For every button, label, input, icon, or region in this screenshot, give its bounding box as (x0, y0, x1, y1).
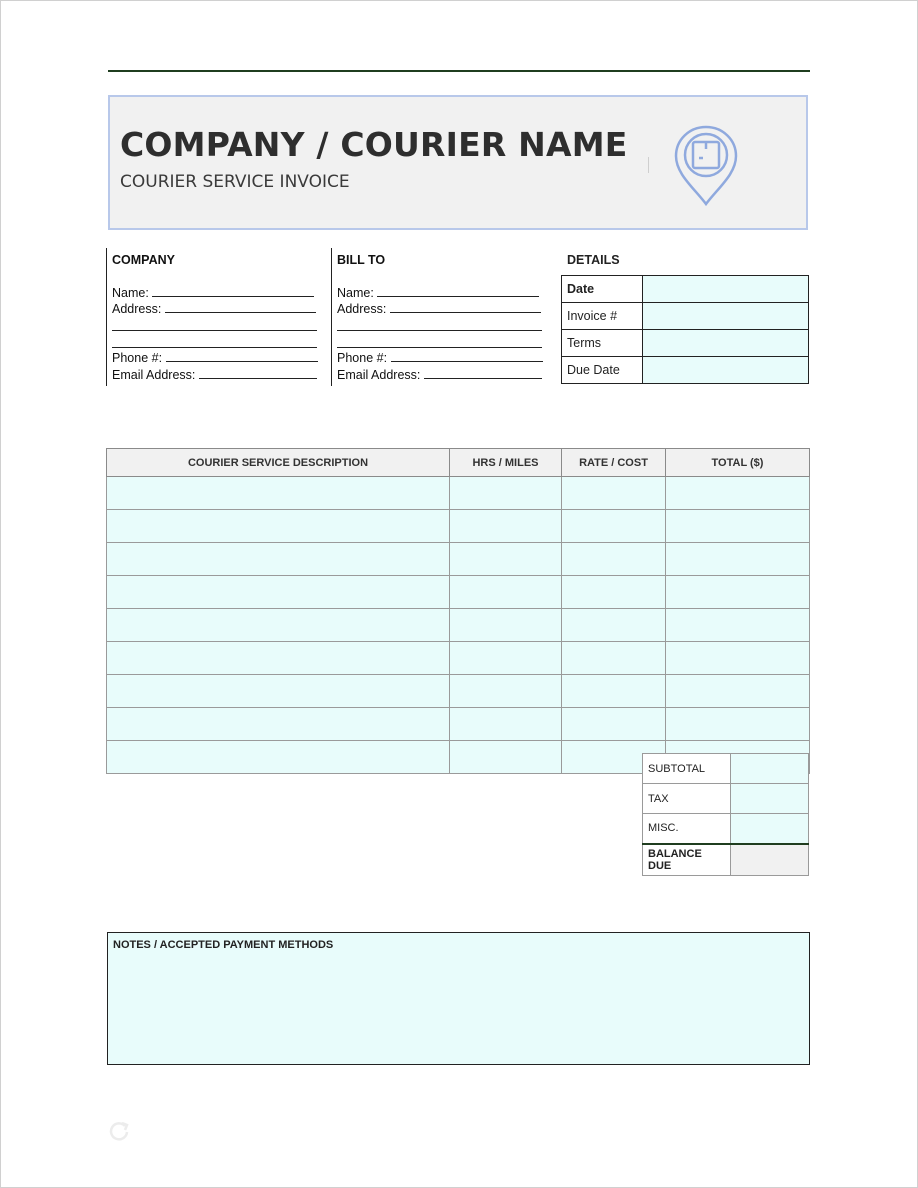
company-phone-field[interactable] (112, 349, 318, 365)
bill-to-name-field[interactable] (337, 284, 539, 300)
details-row-terms (562, 330, 809, 357)
company-address-label: Address: (112, 302, 162, 316)
invoice-number-input[interactable] (643, 303, 809, 330)
blank-line[interactable] (337, 318, 542, 331)
refresh-icon (108, 1120, 130, 1142)
bill-to-address-line-2[interactable] (337, 318, 542, 334)
blank-line[interactable] (337, 335, 542, 348)
date-label: Date (562, 276, 643, 303)
table-row (107, 510, 810, 543)
subtotal-label: SUBTOTAL (643, 754, 731, 784)
hrs-miles-cell[interactable] (450, 510, 562, 543)
rate-cost-cell[interactable] (562, 576, 666, 609)
col-hrs-miles: HRS / MILES (450, 449, 562, 477)
total-cell[interactable] (666, 510, 810, 543)
totals-table (642, 753, 809, 876)
company-address-field[interactable] (112, 300, 316, 316)
description-cell[interactable] (107, 477, 450, 510)
description-cell[interactable] (107, 576, 450, 609)
description-cell[interactable] (107, 642, 450, 675)
bill-to-email-field[interactable] (337, 366, 542, 382)
total-cell[interactable] (666, 576, 810, 609)
due-date-input[interactable] (643, 357, 809, 384)
description-cell[interactable] (107, 675, 450, 708)
hrs-miles-cell[interactable] (450, 576, 562, 609)
rate-cost-cell[interactable] (562, 510, 666, 543)
company-phone-label: Phone #: (112, 351, 163, 365)
bill-to-phone-label: Phone #: (337, 351, 388, 365)
details-row-date (562, 276, 809, 303)
details-row-due-date (562, 357, 809, 384)
company-title[interactable]: COMPANY / COURIER NAME (120, 125, 628, 164)
description-cell[interactable] (107, 708, 450, 741)
bill-to-email-label: Email Address: (337, 368, 421, 382)
table-row (107, 576, 810, 609)
bill-to-section (331, 248, 551, 386)
balance-due-row (643, 844, 809, 876)
bill-to-name-line[interactable] (377, 284, 539, 297)
tax-label: TAX (643, 784, 731, 814)
services-table (106, 448, 810, 774)
blank-line[interactable] (112, 335, 317, 348)
hrs-miles-cell[interactable] (450, 708, 562, 741)
details-heading: DETAILS (567, 253, 620, 267)
hrs-miles-cell[interactable] (450, 675, 562, 708)
bill-to-heading: BILL TO (337, 253, 386, 267)
col-description: COURIER SERVICE DESCRIPTION (107, 449, 450, 477)
notes-label: NOTES / ACCEPTED PAYMENT METHODS (113, 939, 334, 951)
notes-box[interactable] (107, 932, 810, 1065)
rate-cost-cell[interactable] (562, 708, 666, 741)
company-address-line-2[interactable] (112, 318, 317, 334)
rate-cost-cell[interactable] (562, 642, 666, 675)
tax-row (643, 784, 809, 814)
invoice-number-label: Invoice # (562, 303, 643, 330)
company-email-line[interactable] (199, 366, 317, 379)
table-row (107, 609, 810, 642)
tax-input[interactable] (731, 784, 809, 814)
location-pin-package-icon (670, 124, 742, 208)
blank-line[interactable] (112, 318, 317, 331)
due-date-label: Due Date (562, 357, 643, 384)
bill-to-address-label: Address: (337, 302, 387, 316)
company-section (106, 248, 326, 386)
invoice-header (108, 95, 808, 230)
terms-label: Terms (562, 330, 643, 357)
rate-cost-cell[interactable] (562, 675, 666, 708)
subtotal-row (643, 754, 809, 784)
table-row (107, 543, 810, 576)
table-row (107, 675, 810, 708)
total-cell[interactable] (666, 708, 810, 741)
misc-label: MISC. (643, 814, 731, 844)
subtotal-input[interactable] (731, 754, 809, 784)
details-table (561, 275, 809, 384)
rate-cost-cell[interactable] (562, 477, 666, 510)
date-input[interactable] (643, 276, 809, 303)
total-cell[interactable] (666, 477, 810, 510)
table-row (107, 642, 810, 675)
bill-to-name-label: Name: (337, 286, 374, 300)
balance-due-label: BALANCE DUE (643, 844, 731, 876)
description-cell[interactable] (107, 741, 450, 774)
hrs-miles-cell[interactable] (450, 642, 562, 675)
hrs-miles-cell[interactable] (450, 741, 562, 774)
services-header-row (107, 449, 810, 477)
hrs-miles-cell[interactable] (450, 477, 562, 510)
hrs-miles-cell[interactable] (450, 609, 562, 642)
bill-to-address-line[interactable] (390, 300, 541, 313)
table-row (107, 477, 810, 510)
company-address-line[interactable] (165, 300, 316, 313)
company-name-line[interactable] (152, 284, 314, 297)
bill-to-phone-field[interactable] (337, 349, 543, 365)
terms-input[interactable] (643, 330, 809, 357)
total-cell[interactable] (666, 609, 810, 642)
description-cell[interactable] (107, 609, 450, 642)
company-heading: COMPANY (112, 253, 175, 267)
total-cell[interactable] (666, 543, 810, 576)
bill-to-phone-line[interactable] (391, 349, 543, 362)
invoice-subtitle[interactable]: COURIER SERVICE INVOICE (120, 172, 350, 192)
description-cell[interactable] (107, 543, 450, 576)
total-cell[interactable] (666, 675, 810, 708)
rate-cost-cell[interactable] (562, 543, 666, 576)
misc-input[interactable] (731, 814, 809, 844)
divider-tick (648, 157, 649, 173)
company-name-field[interactable] (112, 284, 314, 300)
table-row (107, 708, 810, 741)
description-cell[interactable] (107, 510, 450, 543)
services-body (107, 477, 810, 774)
balance-due-value[interactable] (731, 844, 809, 876)
top-rule (108, 70, 810, 72)
col-rate-cost: RATE / COST (562, 449, 666, 477)
bill-to-address-field[interactable] (337, 300, 541, 316)
company-phone-line[interactable] (166, 349, 318, 362)
company-email-field[interactable] (112, 366, 317, 382)
company-email-label: Email Address: (112, 368, 196, 382)
rate-cost-cell[interactable] (562, 609, 666, 642)
misc-row (643, 814, 809, 844)
col-total: TOTAL ($) (666, 449, 810, 477)
details-row-invoice (562, 303, 809, 330)
total-cell[interactable] (666, 642, 810, 675)
bill-to-email-line[interactable] (424, 366, 542, 379)
hrs-miles-cell[interactable] (450, 543, 562, 576)
company-name-label: Name: (112, 286, 149, 300)
